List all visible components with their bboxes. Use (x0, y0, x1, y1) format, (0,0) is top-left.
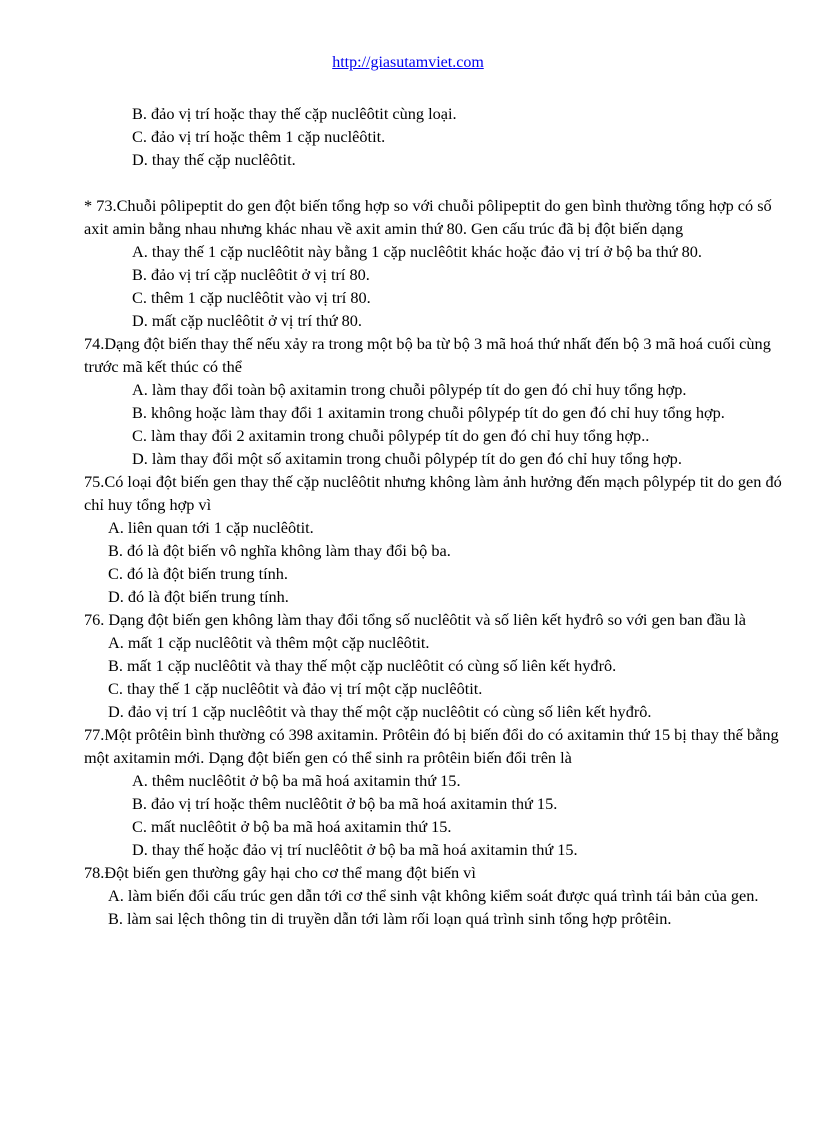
q75-option-d: D. đó là đột biến trung tính. (108, 587, 289, 606)
question-74-stem: 74.Dạng đột biến thay thế nếu xảy ra trong một bộ ba từ bộ 3 mã hoá thứ nhất đến bộ 3 mã hoá cuối cùng trước mã kết thúc có thể (84, 334, 771, 376)
q78-option-b: B. làm sai lệch thông tin di truyền dẫn tới làm rối loạn quá trình sinh tổng hợp prôtêin. (108, 909, 672, 928)
website-link[interactable]: http://giasutamviet.com (332, 54, 484, 71)
q74-option-d: D. làm thay đổi một số axitamin trong chuỗi pôlypép tít do gen đó chỉ huy tổng hợp. (132, 449, 682, 468)
prev-option-d: D. thay thế cặp nuclêôtit. (132, 150, 296, 169)
question-78-stem: 78.Đột biến gen thường gây hại cho cơ thể mang đột biến vì (84, 863, 476, 882)
q76-option-b: B. mất 1 cặp nuclêôtit và thay thế một cặp nuclêôtit có cùng số liên kết hyđrô. (108, 656, 617, 675)
q76-option-a: A. mất 1 cặp nuclêôtit và thêm một cặp nuclêôtit. (108, 633, 430, 652)
question-77-stem: 77.Một prôtêin bình thường có 398 axitamin. Prôtêin đó bị biến đổi do có axitamin thứ 15 bị thay thế bằng một axitamin mới. Dạng đột biến gen có thể sinh ra prôtêin biến đổi trên là (84, 725, 779, 767)
q75-option-c: C. đó là đột biến trung tính. (108, 564, 288, 583)
q76-option-d: D. đảo vị trí 1 cặp nuclêôtit và thay thế một cặp nuclêôtit có cùng số liên kết hyđrô. (108, 702, 652, 721)
q73-option-a: A. thay thế 1 cặp nuclêôtit này bằng 1 cặp nuclêôtit khác hoặc đảo vị trí ở bộ ba thứ 80. (132, 242, 702, 261)
q74-option-a: A. làm thay đổi toàn bộ axitamin trong chuỗi pôlypép tít do gen đó chỉ huy tổng hợp. (132, 380, 687, 399)
question-73-stem: * 73.Chuỗi pôlipeptit do gen đột biến tổng hợp so với chuỗi pôlipeptit do gen bình thường tổng hợp có số axit amin bằng nhau nhưng khác nhau về axit amin thứ 80. Gen cấu trúc đã bị đột biến dạng (84, 196, 772, 238)
q77-option-d: D. thay thế hoặc đảo vị trí nuclêôtit ở bộ ba mã hoá axitamin thứ 15. (132, 840, 578, 859)
prev-option-c: C. đảo vị trí hoặc thêm 1 cặp nuclêôtit. (132, 127, 386, 146)
q77-option-b: B. đảo vị trí hoặc thêm nuclêôtit ở bộ ba mã hoá axitamin thứ 15. (132, 794, 558, 813)
q73-option-c: C. thêm 1 cặp nuclêôtit vào vị trí 80. (132, 288, 371, 307)
q74-option-b: B. không hoặc làm thay đổi 1 axitamin trong chuỗi pôlypép tít do gen đó chỉ huy tổng hợp. (132, 403, 725, 422)
question-76-stem: 76. Dạng đột biến gen không làm thay đổi tổng số nuclêôtit và số liên kết hyđrô so với gen ban đầu là (84, 610, 747, 629)
paragraph-gap (84, 171, 796, 194)
document-body (84, 102, 796, 930)
q76-option-c: C. thay thế 1 cặp nuclêôtit và đảo vị trí một cặp nuclêôtit. (108, 679, 483, 698)
q73-option-d: D. mất cặp nuclêôtit ở vị trí thứ 80. (132, 311, 362, 330)
q77-option-a: A. thêm nuclêôtit ở bộ ba mã hoá axitamin thứ 15. (132, 771, 461, 790)
q78-option-a: A. làm biến đổi cấu trúc gen dẫn tới cơ thể sinh vật không kiểm soát được quá trình tái bản của gen. (108, 886, 759, 905)
prev-option-b: B. đảo vị trí hoặc thay thế cặp nuclêôtit cùng loại. (132, 104, 457, 123)
q77-option-c: C. mất nuclêôtit ở bộ ba mã hoá axitamin thứ 15. (132, 817, 452, 836)
q75-option-a: A. liên quan tới 1 cặp nuclêôtit. (108, 518, 314, 537)
q73-option-b: B. đảo vị trí cặp nuclêôtit ở vị trí 80. (132, 265, 370, 284)
q74-option-c: C. làm thay đổi 2 axitamin trong chuỗi pôlypép tít do gen đó chỉ huy tổng hợp.. (132, 426, 650, 445)
question-75-stem: 75.Có loại đột biến gen thay thế cặp nuclêôtit nhưng không làm ảnh hưởng đến mạch pôlypép tit do gen đó chỉ huy tổng hợp vì (84, 472, 782, 514)
q75-option-b: B. đó là đột biến vô nghĩa không làm thay đổi bộ ba. (108, 541, 451, 560)
page-header (0, 53, 816, 73)
